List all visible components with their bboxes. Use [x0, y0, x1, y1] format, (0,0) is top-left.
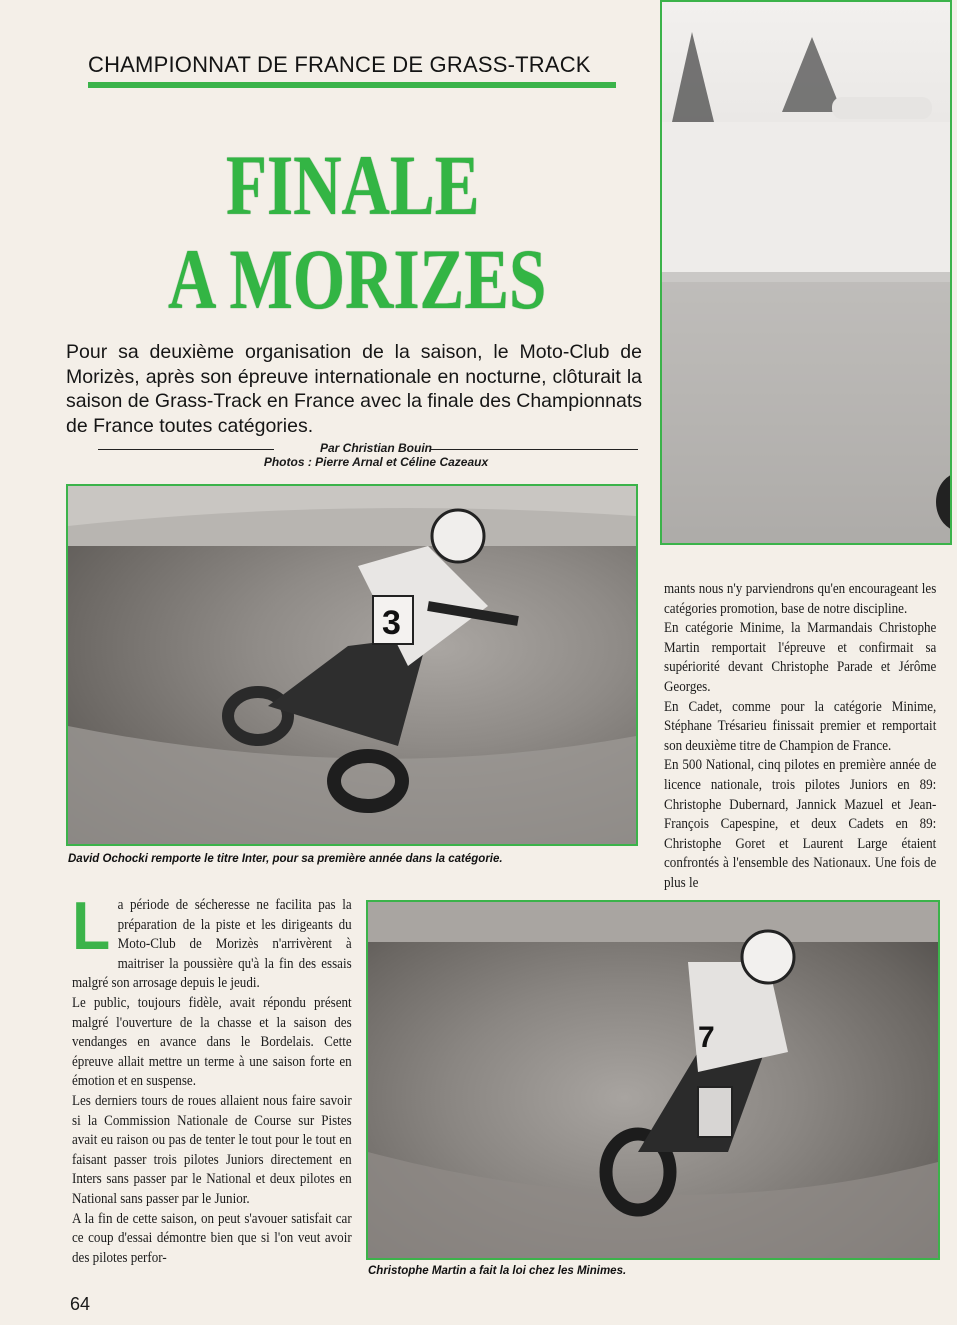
caption-photo-1: David Ochocki remporte le titre Inter, pour sa première année dans la catégorie. — [68, 853, 503, 865]
kicker-underline — [88, 82, 616, 88]
byline-author: Par Christian Bouin — [319, 441, 432, 455]
headline-line-1: FINALE — [226, 137, 480, 233]
photo-top-right-image — [662, 2, 950, 543]
paragraph-right-2: En catégorie Minime, la Marmandais Christophe Martin remportait l'épreuve et confirmait sa supériorité devant Christophe Parade et Jérôme Georges. — [664, 620, 937, 695]
photo-rider-minime — [366, 900, 940, 1260]
drop-cap: L — [72, 888, 111, 964]
photo-top-right — [660, 0, 952, 545]
caption-photo-2: Christophe Martin a fait la loi chez les Minimes. — [368, 1265, 627, 1277]
paragraph-left-1: La période de sécheresse ne facilita pas la préparation de la piste et les dirigeants du Moto-Club de Morizès n'arrivèrent à maitriser la poussière qu'à la fin des essais malgré son arrosage depuis le jeudi. — [72, 888, 352, 992]
byline-photos: Photos : Pierre Arnal et Céline Cazeaux — [263, 455, 489, 469]
photo-rider-inter-image — [68, 486, 636, 844]
byline — [96, 441, 656, 469]
paragraph-left-4: A la fin de cette saison, on peut s'avouer satisfait car ce coup d'essai démontre bien que si l'on veut avoir des pilotes perfor- — [72, 1210, 352, 1266]
rider-number-3: 3 — [382, 604, 401, 642]
photo-rider-minime-image — [368, 902, 938, 1258]
article-column-left — [72, 888, 352, 1268]
article-column-right — [664, 580, 936, 894]
headline-line-2: A MORIZES — [168, 231, 547, 327]
rider-number-7: 7 — [698, 1021, 715, 1054]
page-number: 64 — [70, 1294, 91, 1314]
section-kicker: CHAMPIONNAT DE FRANCE DE GRASS-TRACK — [88, 52, 591, 77]
paragraph-right-3: En Cadet, comme pour la catégorie Minime, Stéphane Trésarieu finissait premier et remportait son deuxième titre de Champion de France. — [664, 698, 937, 754]
paragraph-right-4: En 500 National, cinq pilotes en première année de licence nationale, trois pilotes Juniors en 89: Christophe Dubernard, Jannick Mazuel et Jean-François Capespine, et deux Cadets en 89: Christophe Goret et Laurent Large étaient confrontés à l'ensemble des Nationaux. Une fois de plus le — [664, 757, 937, 891]
paragraph-left-3: Les derniers tours de roues allaient nous faire savoir si la Commission Nationale de Course sur Pistes avait eu raison ou pas de tenter le tout pour le tout en faisant passer trois pilotes Juniors directement en Inters sans passer par le National et deux pilotes en National sans passer par le Junior. — [72, 1092, 352, 1207]
article-lede: Pour sa deuxième organisation de la saison, le Moto-Club de Morizès, après son épreuve internationale en nocturne, clôturait la saison de Grass-Track en France avec la finale des Championnats de France toutes catégories. — [66, 341, 642, 437]
photo-rider-inter — [66, 484, 638, 846]
paragraph-left-2: Le public, toujours fidèle, avait répondu présent malgré l'ouverture de la chasse et la saison des vendanges en avance dans le Bordelais. Cette épreuve allait mettre un terme à une saison forte en émotion et en suspense. — [72, 994, 352, 1090]
paragraph-right-1: mants nous n'y parviendrons qu'en encourageant les catégories promotion, base de notre discipline. — [664, 581, 937, 617]
